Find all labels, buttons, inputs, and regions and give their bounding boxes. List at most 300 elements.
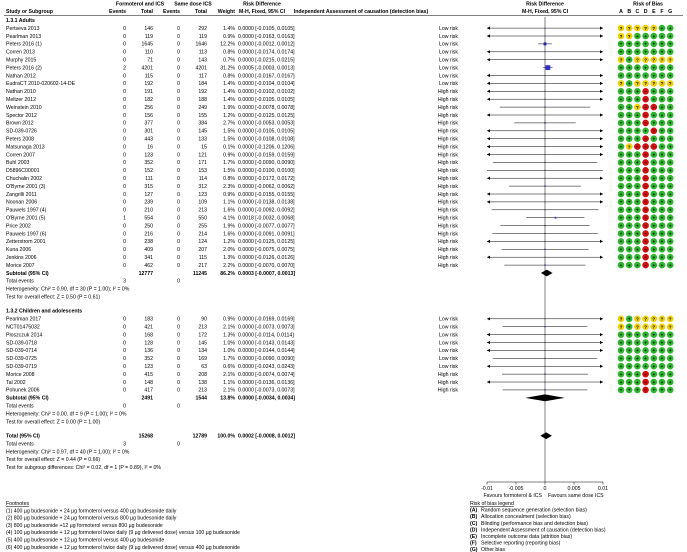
rob-judgement-symbol: + [660,25,664,31]
events-2: 0 [177,144,180,151]
assessment-value: High risk [437,112,458,119]
risk-difference-ci: 0.0000 [-0.0174, 0.0174] [238,49,295,56]
assessment-value: High risk [437,387,458,394]
rob-judgement-symbol: + [627,371,631,377]
rob-judgement-symbol: + [636,49,639,55]
events-1: 0 [123,255,126,261]
rob-judgement-symbol: + [636,199,639,205]
rob-judgement-symbol: + [627,191,631,197]
events-2: 0 [177,49,180,56]
events-2: 0 [177,207,180,214]
rob-judgement-symbol: + [652,379,656,385]
events-2: 0 [177,33,180,40]
rob-judgement-symbol: + [619,191,623,197]
ci-arrow-left [487,145,490,148]
weight: 2.7% [223,120,235,127]
weight: 1.2% [223,239,235,246]
total-2: 169 [198,356,207,363]
total-label: Total (95% CI) [6,433,40,440]
rob-judgement-symbol: ? [627,33,631,39]
weight: 2.3% [223,183,235,190]
assessment-value: Low risk [438,81,458,88]
rob-judgement-symbol: + [668,89,672,95]
rob-judgement-symbol: ? [635,316,639,322]
rob-judgement-symbol: + [660,104,664,110]
rob-judgement-symbol: + [644,73,647,79]
weight: 1.1% [223,379,235,386]
rob-judgement-symbol: + [668,332,672,338]
rob-judgement-symbol: + [668,239,672,245]
weight: 2.0% [223,247,235,254]
rob-judgement-symbol: + [652,176,656,181]
events-2: 0 [177,387,180,394]
weight: 1.3% [223,255,235,261]
study-name: Morice 2007 [6,262,35,269]
rob-judgement-symbol: + [660,379,664,385]
ci-arrow-left [487,113,490,116]
ci-arrow-right [600,192,603,195]
rob-judgement-symbol: + [636,255,639,260]
weight: 2.2% [223,262,235,269]
rob-judgement-symbol: + [627,128,631,134]
assessment-value: Low risk [438,57,458,64]
events-1: 0 [123,97,126,103]
rob-judgement-symbol: + [660,152,664,158]
total-diamond [540,432,552,439]
rob-judgement-symbol: + [660,97,664,102]
risk-difference-ci: 0.0000 [-0.0155, 0.0155] [238,191,295,198]
rob-judgement-symbol: ? [644,57,648,63]
ci-arrow-left [487,256,490,259]
study-name: Corren 2007 [6,152,35,159]
ci-arrow-right [600,82,603,85]
total-2: 155 [198,112,207,119]
rob-judgement-symbol: + [619,152,623,158]
risk-difference-ci: 0.0000 [-0.0078, 0.0078] [238,104,295,111]
assessment-value: High risk [437,160,458,167]
rob-judgement-symbol: ? [619,57,623,63]
events-2: 0 [177,57,180,64]
rob-judgement-symbol: − [644,104,647,110]
events-2: 0 [177,255,180,261]
risk-difference-ci: 0.0000 [-0.0105, 0.0105] [238,128,295,135]
rob-judgement-symbol: + [627,183,631,189]
subgroup-difference-text: Test for subgroup differences: Chi² = 0.02, df = 1 (P = 0.89), I² = 0% [6,465,161,472]
rob-judgement-symbol: + [660,231,664,237]
study-name: Nathan 2010 [6,89,36,96]
rob-judgement-symbol: + [627,97,631,102]
rob-judgement-symbol: + [627,379,631,385]
rob-judgement-symbol: + [644,332,647,338]
rob-judgement-symbol: + [660,49,664,55]
rob-judgement-symbol: + [619,379,623,385]
risk-difference-ci: 0.0000 [-0.0125, 0.0125] [238,112,295,119]
events-1: 0 [123,120,126,127]
assessment-value: Low risk [438,65,458,72]
rob-judgement-symbol: + [619,104,623,110]
assessment-value: Low risk [438,49,458,56]
events-2: 0 [177,231,180,238]
events-1: 0 [123,231,126,238]
ci-arrow-left [487,177,490,180]
total-1: 128 [144,340,153,347]
events-1: 0 [123,316,126,323]
study-name: Pohunek 2006 [6,387,40,394]
rob-judgement-symbol: + [668,112,672,118]
rob-judgement-symbol: + [668,41,672,47]
footnotes-title: Footnotes [6,501,30,507]
rob-judgement-symbol: + [652,160,656,166]
ci-arrow-left [487,380,490,383]
risk-difference-ci: 0.0000 [-0.0105, 0.0105] [238,97,295,103]
subtotal-diamond [541,270,553,277]
events-2: 0 [177,65,180,72]
total-2: 143 [198,57,207,64]
events-2: 0 [177,223,180,230]
rob-judgement-symbol: + [636,183,639,189]
rob-judgement-symbol: ? [668,324,672,330]
total-1: 315 [144,183,153,190]
subtotal-total-1: 12777 [138,270,153,277]
rob-judgement-symbol: + [652,73,656,79]
risk-difference-ci: 0.0000 [-0.0092, 0.0092] [238,207,295,214]
rob-judgement-symbol: − [644,112,647,118]
header-rd-right: Risk Difference [526,1,564,8]
weight: 1.2% [223,112,235,119]
study-name: Tal 2002 [6,379,26,386]
rob-judgement-symbol: + [627,65,631,71]
total-1: 192 [144,81,153,88]
study-name: Noonan 2006 [6,199,38,206]
total-1: 352 [144,160,153,167]
header-rd-sub: M-H, Fixed, 95% CI [238,9,286,15]
legend-text: Selective reporting (reporting bias) [481,540,561,547]
total-2: 172 [198,332,207,339]
risk-difference-ci: 0.0000 [-0.0100, 0.0100] [238,168,295,175]
rob-judgement-symbol: + [668,340,672,346]
risk-difference-ci: 0.0000 [-0.0073, 0.0073] [238,324,295,331]
heterogeneity-text: Heterogeneity: Chi² = 0.90, df = 30 (P = 1.00); I² = 0% [6,286,130,293]
events-1: 0 [123,89,126,96]
header-group1: Formoterol and ICS [115,1,165,8]
rob-judgement-symbol: ? [644,316,648,322]
rob-judgement-symbol: + [668,207,672,213]
total-1: 554 [144,215,153,222]
total-1: 71 [147,57,153,64]
events-1: 0 [123,207,126,214]
weight: 1.4% [223,25,235,32]
risk-difference-ci: 0.0000 [-0.0102, 0.0102] [238,89,295,96]
rob-judgement-symbol: ? [660,81,664,87]
weight: 1.6% [223,231,235,238]
rob-judgement-symbol: + [652,371,656,377]
rob-judgement-symbol: + [668,176,672,181]
footnote-item: (1) 400 µg budesonide + 24 µg formoterol versus 400 µg budesonide daily [6,508,177,515]
rob-judgement-symbol: + [627,223,631,229]
rob-judgement-symbol: + [627,387,631,393]
overall-effect-text: Test for overall effect: Z = 0.50 (P = 0.61) [6,294,101,301]
rob-judgement-symbol: + [636,41,639,47]
events-2: 0 [177,97,180,103]
total-1: 183 [144,316,153,323]
rob-judgement-symbol: ? [652,57,656,63]
risk-difference-ci: 0.0000 [-0.0062, 0.0062] [238,183,295,190]
rob-judgement-symbol: − [644,97,647,102]
weight: 2.1% [223,387,235,394]
rob-judgement-symbol: + [636,247,639,253]
total-2: 115 [198,255,207,261]
rob-judgement-symbol: + [668,247,672,253]
events-1: 0 [123,160,126,167]
rob-judgement-symbol: + [660,215,664,221]
study-name: Pauwels 1997 (6) [6,231,47,238]
total-events-2: 0 [177,441,180,448]
total-2: 124 [198,239,207,246]
study-name: Pertseva 2013 [6,25,40,32]
rob-judgement-symbol: + [619,41,623,47]
ci-arrow-right [600,256,603,259]
total-2: 292 [198,25,207,32]
rob-judgement-symbol: + [668,183,672,189]
assessment-value: High risk [437,247,458,254]
total-2: 117 [198,73,207,80]
events-2: 0 [177,247,180,254]
risk-difference-ci: 0.0000 [-0.0159, 0.0159] [238,152,295,159]
rob-judgement-symbol: + [636,239,639,245]
subtotal-ci: 0.0000 [-0.0034, 0.0034] [238,395,296,402]
rob-judgement-symbol: + [636,168,639,174]
total-2: 192 [198,89,207,96]
rob-judgement-symbol: + [652,191,656,197]
risk-difference-ci: 0.0000 [-0.0114, 0.0114] [238,332,294,339]
rob-judgement-symbol: + [636,371,639,377]
rob-judgement-symbol: + [627,262,631,268]
rob-judgement-symbol: + [652,89,656,95]
assessment-value: High risk [437,152,458,159]
total-1: 256 [144,104,153,111]
header-rob: Risk of Bias [633,1,663,8]
ci-arrow-right [600,50,603,53]
rob-judgement-symbol: − [644,136,647,142]
study-name: O'Byrne 2001 (3) [6,183,46,190]
legend-letter: (E) [470,534,477,540]
total-2: 214 [198,231,207,238]
rob-judgement-symbol: + [619,73,623,79]
assessment-value: High risk [437,215,458,222]
risk-difference-ci: 0.0000 [-0.0012, 0.0012] [238,41,295,48]
total-events-2: 0 [177,278,180,285]
rob-judgement-symbol: ? [668,81,672,87]
ci-arrow-left [487,98,490,101]
rob-judgement-symbol: + [627,81,631,87]
x-tick-label: 0 [543,486,547,492]
rob-judgement-symbol: − [644,239,647,245]
legend-letter: (D) [470,527,478,534]
study-name: Pearlman 2017 [6,316,42,323]
rob-judgement-symbol: + [668,199,672,205]
assessment-value: High risk [437,223,458,230]
rob-judgement-symbol: − [644,89,647,95]
study-name: Zangrilli 2011 [6,191,37,198]
rob-judgement-symbol: ? [619,33,623,39]
events-1: 0 [123,136,126,143]
rob-judgement-symbol: + [652,255,656,260]
assessment-value: High risk [437,89,458,96]
events-1: 0 [123,262,126,269]
ci-arrow-right [600,349,603,352]
rob-judgement-symbol: ? [652,25,656,31]
total-1: 238 [144,239,153,246]
risk-difference-ci: 0.0000 [-0.0144, 0.0144] [238,348,295,355]
events-1: 0 [123,356,126,363]
rob-judgement-symbol: + [652,231,656,237]
ci-arrow-left [487,34,490,37]
rob-judgement-symbol: + [660,112,664,118]
header-rob-letter: A [619,9,623,15]
rob-judgement-symbol: ? [635,57,639,63]
total-2: 208 [198,371,207,378]
total-1: 152 [144,168,153,175]
risk-difference-ci: 0.0000 [-0.0074, 0.0074] [238,371,295,378]
rob-judgement-symbol: − [652,144,656,150]
assessment-value: High risk [437,371,458,378]
rob-judgement-symbol: + [627,231,631,237]
weight: 0.6% [223,364,235,371]
rob-judgement-symbol: + [652,33,656,39]
rob-judgement-symbol: + [627,112,631,118]
study-name: Peters 2008 [6,136,34,143]
rob-judgement-symbol: − [644,255,647,260]
rob-judgement-symbol: − [644,183,647,189]
subtotal-weight: 13.8% [220,395,235,402]
risk-difference-ci: 0.0000 [-0.0091, 0.0091] [238,231,295,238]
rob-judgement-symbol: + [668,215,672,221]
rob-judgement-symbol: + [636,215,639,221]
total-2: 255 [198,223,207,230]
rob-judgement-symbol: − [652,128,656,134]
rob-judgement-symbol: − [644,152,647,158]
rob-judgement-symbol: + [627,176,631,181]
rob-judgement-symbol: + [627,356,631,362]
rob-judgement-symbol: + [636,387,639,393]
events-1: 0 [123,387,126,394]
subtotal-weight: 86.2% [220,270,235,277]
risk-difference-ci: 0.0005 [-0.0003, 0.0013] [238,65,295,72]
rob-judgement-symbol: + [660,168,664,174]
weight: 0.8% [223,73,235,80]
ci-arrow-left [487,90,490,93]
rob-judgement-symbol: + [619,120,623,126]
header-rob-letter: C [635,9,640,15]
rob-judgement-symbol: + [668,231,672,237]
weight: 0.8% [223,49,235,56]
events-2: 0 [177,371,180,378]
total-2: 249 [198,104,207,111]
subtotal-label: Subtotal (95% CI) [6,395,49,402]
rob-judgement-symbol: + [627,364,631,370]
header-total-1: Total [140,9,153,15]
events-2: 0 [177,239,180,246]
header-rd: Risk Difference [243,1,281,8]
rob-judgement-symbol: + [627,104,631,110]
rob-judgement-symbol: + [636,262,639,268]
total-1: 377 [144,120,153,127]
total-1: 417 [144,387,153,394]
total-1: 415 [144,371,153,378]
events-1: 2 [123,65,126,72]
rob-judgement-symbol: + [636,112,639,118]
study-name: O'Byrne 2001 (5) [6,215,46,222]
events-1: 0 [123,73,126,80]
total-2: 153 [198,168,207,175]
rob-judgement-symbol: + [652,97,656,102]
rob-judgement-symbol: + [619,231,623,237]
assessment-value: High risk [437,128,458,135]
x-tick-label: 0.005 [567,486,581,492]
events-2: 0 [177,191,180,198]
risk-difference-ci: 0.0000 [-0.0172, 0.0172] [238,176,295,182]
study-name: Price 2002 [6,223,31,230]
events-1: 0 [123,223,126,230]
rob-judgement-symbol: + [619,49,623,55]
rob-judgement-symbol: ? [652,316,656,322]
risk-difference-ci: 0.0018 [-0.0032, 0.0068] [238,215,295,222]
total-2: 138 [198,379,207,386]
assessment-value: Low risk [438,73,458,80]
assessment-value: Low risk [438,324,458,331]
legend-letter: (B) [470,514,478,521]
assessment-value: High risk [437,191,458,198]
rob-judgement-symbol: + [619,89,623,95]
rob-judgement-symbol: − [644,379,647,385]
rob-judgement-symbol: ? [635,25,639,31]
weight: 1.0% [223,348,235,355]
legend-letter: (F) [470,540,477,547]
risk-difference-ci: 0.0000 [-0.0090, 0.0090] [238,356,295,363]
rob-judgement-symbol: + [619,136,623,142]
events-1: 0 [123,49,126,56]
rob-judgement-symbol: ? [619,25,623,31]
assessment-value: High risk [437,120,458,127]
total-1: 110 [144,49,153,56]
rob-judgement-symbol: + [636,120,639,126]
heterogeneity-text: Heterogeneity: Chi² = 0.97, df = 40 (P = 1.00); I² = 0% [6,449,130,456]
rob-judgement-symbol: + [652,262,656,268]
events-2: 0 [177,120,180,127]
rob-judgement-symbol: + [660,183,664,189]
rob-judgement-symbol: ? [644,81,648,87]
assessment-value: High risk [437,144,458,151]
assessment-value: Low risk [438,316,458,323]
ci-arrow-right [600,145,603,148]
events-2: 0 [177,41,180,48]
assessment-value: Low risk [438,340,458,347]
rob-judgement-symbol: + [619,348,623,354]
rob-judgement-symbol: + [636,207,639,213]
study-name: SD-039-0719 [6,364,37,371]
weight: 1.4% [223,97,235,103]
rob-judgement-symbol: + [627,239,631,245]
rob-judgement-symbol: ? [619,316,623,322]
total-1: 1645 [141,41,153,48]
heterogeneity-text: Heterogeneity: Chi² = 0.00, df = 9 (P = 1.00); I² = 0% [6,411,127,418]
study-name: SD-039-0714 [6,348,37,355]
rob-judgement-symbol: − [644,160,647,166]
rob-judgement-symbol: + [668,356,672,362]
total-2: 119 [198,33,207,40]
study-name: Chuchalin 2002 [6,176,43,182]
ci-arrow-left [487,137,490,140]
